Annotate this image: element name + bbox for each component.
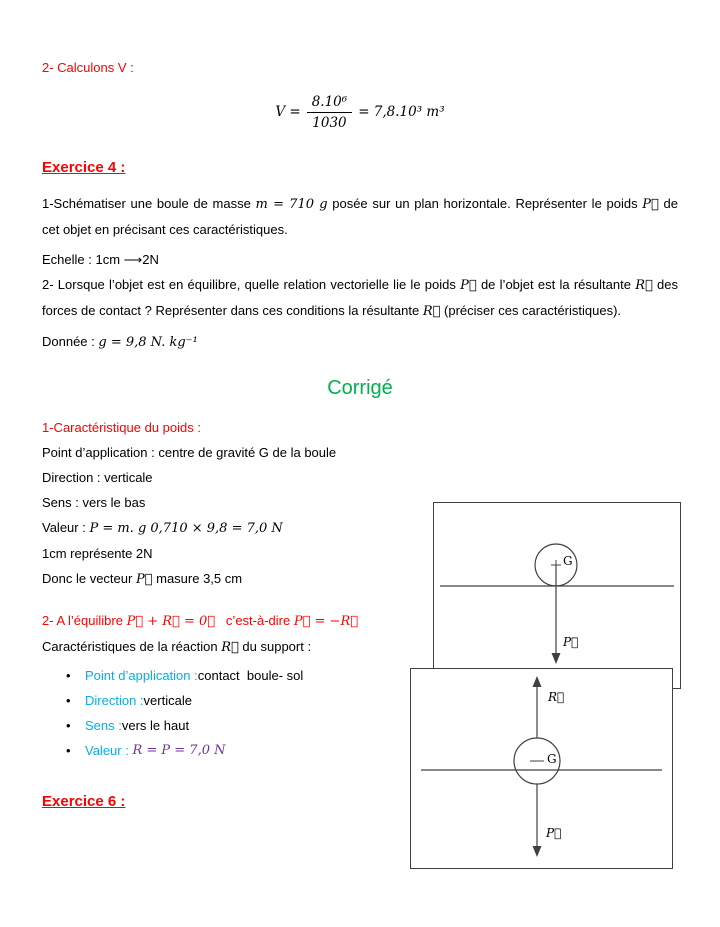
formula-rhs: = 7,8.10³ m³ <box>358 104 445 120</box>
ex4-question-2 <box>42 272 678 324</box>
diagram-equilibrium-drawing <box>411 669 672 868</box>
diagram2-p-vector-label: P⃗ <box>546 826 562 840</box>
list-item-valeur <box>42 738 402 763</box>
math-run-equilibrium: P⃗ + R⃗ = 0⃗ <box>126 614 216 629</box>
text-run: du support : <box>238 639 312 654</box>
formula-numerator: 8.10⁶ <box>307 94 352 113</box>
math-run-mass: m = 710 g <box>255 197 328 212</box>
text-run: 2- Lorsque l’objet est en équilibre, quelle relation vectorielle lie le poids <box>42 277 461 292</box>
list-item-point-application <box>42 663 402 688</box>
diagram-weight <box>433 502 681 689</box>
ex4-question-1 <box>42 191 678 242</box>
diagram2-g-label: G <box>547 752 557 766</box>
math-run-r-vector: R⃗ <box>635 278 653 293</box>
text-run: (préciser ces caractéristiques). <box>440 303 622 318</box>
math-run-weight-calc: P = m. g 0,710 × 9,8 = 7,0 N <box>89 521 283 536</box>
text-run: posée sur un plan horizontale. Représenter le poids <box>327 196 643 211</box>
poids-point-application: Point d’application : centre de gravité G de la boule <box>42 445 337 460</box>
bullet-label: • Point d’application : <box>85 668 198 683</box>
text-run: Donc le vecteur <box>42 571 136 586</box>
bullet-label: • Sens : <box>85 718 122 733</box>
text-run: Donnée : <box>42 334 99 349</box>
poids-sens: Sens : vers le bas <box>42 495 146 510</box>
bullet-text: vers le haut <box>121 718 190 733</box>
corrige-title: Corrigé <box>327 377 393 399</box>
math-run-p-vector: P⃗ <box>460 278 477 293</box>
text-run: Echelle : 1cm ⟶2N <box>42 252 159 267</box>
bullet-text: verticale <box>143 693 192 708</box>
list-item-direction <box>42 688 402 713</box>
text-run: masure 3,5 cm <box>152 571 243 586</box>
text-run: Caractéristiques de la réaction <box>42 639 222 654</box>
text-run: des forces de contact ? Représenter dans ces conditions la résultante <box>42 277 678 318</box>
formula-fraction <box>307 94 352 131</box>
echelle-note: 1cm représente 2N <box>42 546 153 561</box>
text-run: 2- A l’équilibre <box>42 613 127 628</box>
ex4-donnee <box>42 329 678 355</box>
math-run-p-equals-minus-r: P⃗ = −R⃗ <box>293 614 359 629</box>
formula-denominator: 1030 <box>312 115 347 131</box>
bullet-text-math: R = P = 7,0 N <box>132 743 226 758</box>
list-item-sens <box>42 713 402 738</box>
math-run-p-vector: P⃗ <box>135 572 153 587</box>
calc-v-heading <box>42 55 678 80</box>
text-run: de l’objet est la résultante <box>476 277 636 292</box>
text-run: c’est-à-dire <box>215 613 294 628</box>
math-run-r-vector: R⃗ <box>422 304 441 319</box>
text-run: de cet objet en précisant ces caractéristiques. <box>42 196 678 237</box>
math-run-r-vector: R⃗ <box>221 640 239 655</box>
diagram-weight-drawing <box>434 503 680 688</box>
ex4-echelle <box>42 247 678 272</box>
poids-direction: Direction : verticale <box>42 470 153 485</box>
formula-lhs: V = <box>275 104 301 120</box>
diagram1-p-vector-label: P⃗ <box>563 635 579 649</box>
bullet-label: • Valeur : <box>85 743 133 758</box>
exercice-6-title: Exercice 6 : <box>42 793 126 810</box>
text-run: 1-Caractéristique du poids : <box>42 420 201 435</box>
diagram1-g-label: G <box>563 554 573 568</box>
bullet-text: contact boule- sol <box>197 668 304 683</box>
exercice-4-title: Exercice 4 : <box>42 159 126 176</box>
corrige-section-1-heading <box>42 415 678 440</box>
text-run: 1-Schématiser une boule de masse <box>42 196 256 211</box>
math-run-g-value: g = 9,8 N. kg⁻¹ <box>98 335 198 350</box>
math-run-p-vector: P⃗ <box>642 197 659 212</box>
text-run: Valeur : <box>42 520 90 535</box>
diagram-equilibrium <box>410 668 673 869</box>
bullet-label: • Direction : <box>85 693 144 708</box>
calc-v-text: 2- Calculons V : <box>42 60 134 75</box>
diagram2-r-vector-label: R⃗ <box>548 690 565 704</box>
volume-formula <box>42 94 678 131</box>
